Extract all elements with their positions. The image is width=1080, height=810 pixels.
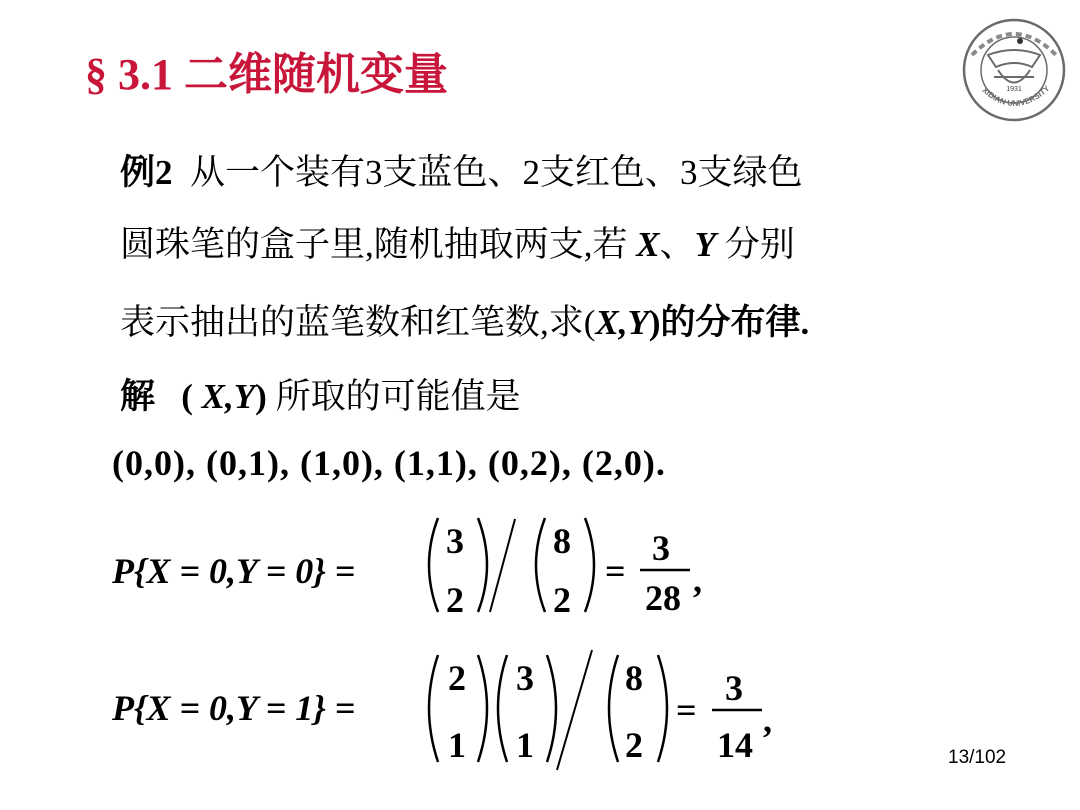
- example-text-3b: )的分布律.: [648, 303, 810, 342]
- solution-var-xy: X,Y: [201, 377, 256, 416]
- formula1-b1-top: 3: [446, 521, 464, 561]
- solution-label: 解: [120, 377, 156, 416]
- logo-year: 1931: [1006, 86, 1022, 93]
- formula1-b2-top: 8: [553, 521, 571, 561]
- var-y: Y: [694, 225, 717, 264]
- formula2-b2-top: 3: [516, 658, 534, 698]
- formula2-den: 14: [717, 725, 753, 765]
- formula2-tail: ,: [763, 700, 772, 740]
- formula2-lhs: P{X = 0,Y = 1} =: [112, 688, 356, 728]
- formula1-eq: =: [605, 551, 626, 591]
- formula1-den: 28: [645, 578, 681, 618]
- paren-close: ): [255, 377, 267, 416]
- page-title: § 3.1 二维随机变量: [85, 50, 448, 99]
- formula2-b2-bot: 1: [516, 725, 534, 765]
- formula2-eq: =: [676, 690, 697, 730]
- formula2-b1-bot: 1: [448, 725, 466, 765]
- formula1-lhs: P{X = 0,Y = 0} =: [112, 551, 356, 591]
- page-number: 13/102: [948, 747, 1007, 768]
- example-text-1: 从一个装有3支蓝色、2支红色、3支绿色: [190, 153, 803, 192]
- example-label: 例2: [120, 153, 173, 192]
- formula2-b3-top: 8: [625, 658, 643, 698]
- example-text-2b: 分别: [724, 225, 795, 264]
- logo-text: XIDIAN UNIVERSITY: [980, 83, 1052, 109]
- formula1-b2-bot: 2: [553, 580, 571, 620]
- solution-text: 所取的可能值是: [275, 377, 521, 416]
- example-text-3a: 表示抽出的蓝笔数和红笔数,求(: [120, 303, 596, 342]
- possible-values: (0,0), (0,1), (1,0), (1,1), (0,2), (2,0).: [112, 443, 666, 483]
- paren-open: (: [181, 377, 193, 416]
- formula1-b1-bot: 2: [446, 580, 464, 620]
- formula1-num: 3: [652, 528, 670, 568]
- formula1-tail: ,: [693, 560, 702, 600]
- separator: 、: [659, 225, 695, 264]
- var-xy: X,Y: [595, 303, 649, 342]
- var-x: X: [636, 225, 660, 264]
- formula2-num: 3: [725, 668, 743, 708]
- example-text-2a: 圆珠笔的盒子里,随机抽取两支,若: [120, 225, 628, 264]
- formula2-b1-top: 2: [448, 658, 466, 698]
- formula2-b3-bot: 2: [625, 725, 643, 765]
